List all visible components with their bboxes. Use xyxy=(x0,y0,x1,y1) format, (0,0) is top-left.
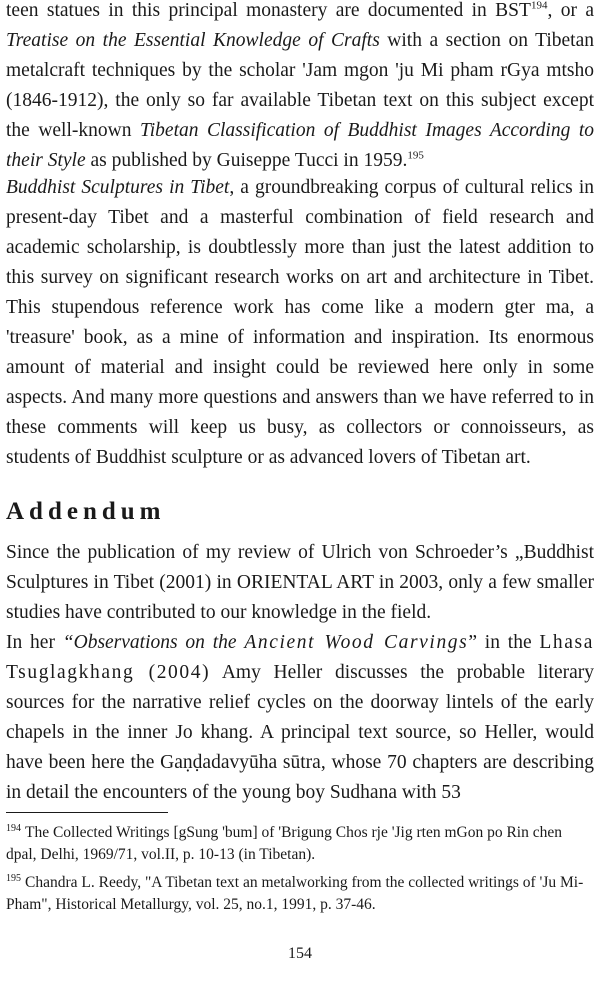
italic-title: “Observations on the xyxy=(62,632,245,653)
text-span: , or a xyxy=(547,0,594,21)
footnote-195 xyxy=(6,872,594,916)
footnote-ref-194[interactable]: 194 xyxy=(530,0,548,12)
text-span: Since the publication of my review of Ulrich von Schroeder’s „Buddhist Sculptures in Tibet (2001) in ORIENTAL ART in 2003, only a few smaller studies have contributed to our knowledge in the field. xyxy=(6,542,594,623)
italic-title-spaced: Ancient Wood Carvings xyxy=(244,632,469,653)
footnote-text: Chandra L. Reedy, "A Tibetan text an metalworking from the collected writings of 'Ju Mi-Pham", Historical Metallurgy, vol. 25, no.1, 1991, p. 37-46. xyxy=(6,874,584,913)
footnote-number: 194 xyxy=(6,822,21,834)
footnote-ref-195[interactable]: 195 xyxy=(407,149,424,162)
page-number: 154 xyxy=(288,945,312,962)
italic-title: Treatise on the Essential Knowledge of Crafts xyxy=(6,30,380,51)
paragraph-heller xyxy=(6,628,594,808)
text-span: , a groundbreaking corpus of cultural relics in present-day Tibet and a masterful combination of field research and academic scholarship, is doubtlessly more than just the latest addition to this survey on significant research works on art and architecture in Tibet. This stupendous reference work has come like a modern gter ma, a 'treasure' book, as a mine of information and inspiration. Its enormous amount of material and insight could be reviewed here only in some aspects. And many more questions and answers than we have referred to in these comments will keep us busy, as collectors or connoisseurs, as students of Buddhist sculpture or as advanced lovers of Tibetan art. xyxy=(6,177,594,468)
footnote-text: The Collected Writings [gSung 'bum] of 'Brigung Chos rje 'Jig rten mGon po Rin chen dpal, Delhi, 1969/71, vol.II, p. 10-13 (in Tibetan). xyxy=(6,824,562,863)
text-span: In her xyxy=(6,632,63,653)
paragraph-addendum-intro xyxy=(6,538,594,628)
footnote-194 xyxy=(6,822,594,866)
section-heading: Addendum xyxy=(6,498,166,525)
footnote-divider xyxy=(6,812,168,813)
text-span: Amy Heller discusses the probable literary sources for the narrative relief cycles on the doorway lintels of the early chapels in the inner Jo khang. A principal text source, so Heller, would have been here the Gaṇḍadavyūha sūtra, whose 70 chapters are describing in detail the encounters of the young boy Sudhana with 53 xyxy=(6,662,594,803)
spaced-text: Lhasa Tsuglagkhang (2004) xyxy=(6,632,594,683)
italic-title: Tibetan Classification of Buddhist Images According to their Style xyxy=(6,120,594,171)
footnote-number: 195 xyxy=(6,872,21,884)
italic-title: Buddhist Sculptures in Tibet xyxy=(6,177,230,198)
text-span: with a section on Tibetan metalcraft techniques by the scholar 'Jam mgon 'ju Mi pham rGya mtsho (1846-1912), the only so far available Tibetan text on this subject except the well-known xyxy=(6,30,594,141)
paragraph-buddhist-sculptures xyxy=(6,173,594,473)
paragraph-intro xyxy=(6,0,594,176)
text-span: ” in the xyxy=(468,632,540,653)
text-span: teen statues in this principal monastery are documented in BST xyxy=(6,0,531,21)
text-span: as published by Guiseppe Tucci in 1959. xyxy=(85,150,408,171)
